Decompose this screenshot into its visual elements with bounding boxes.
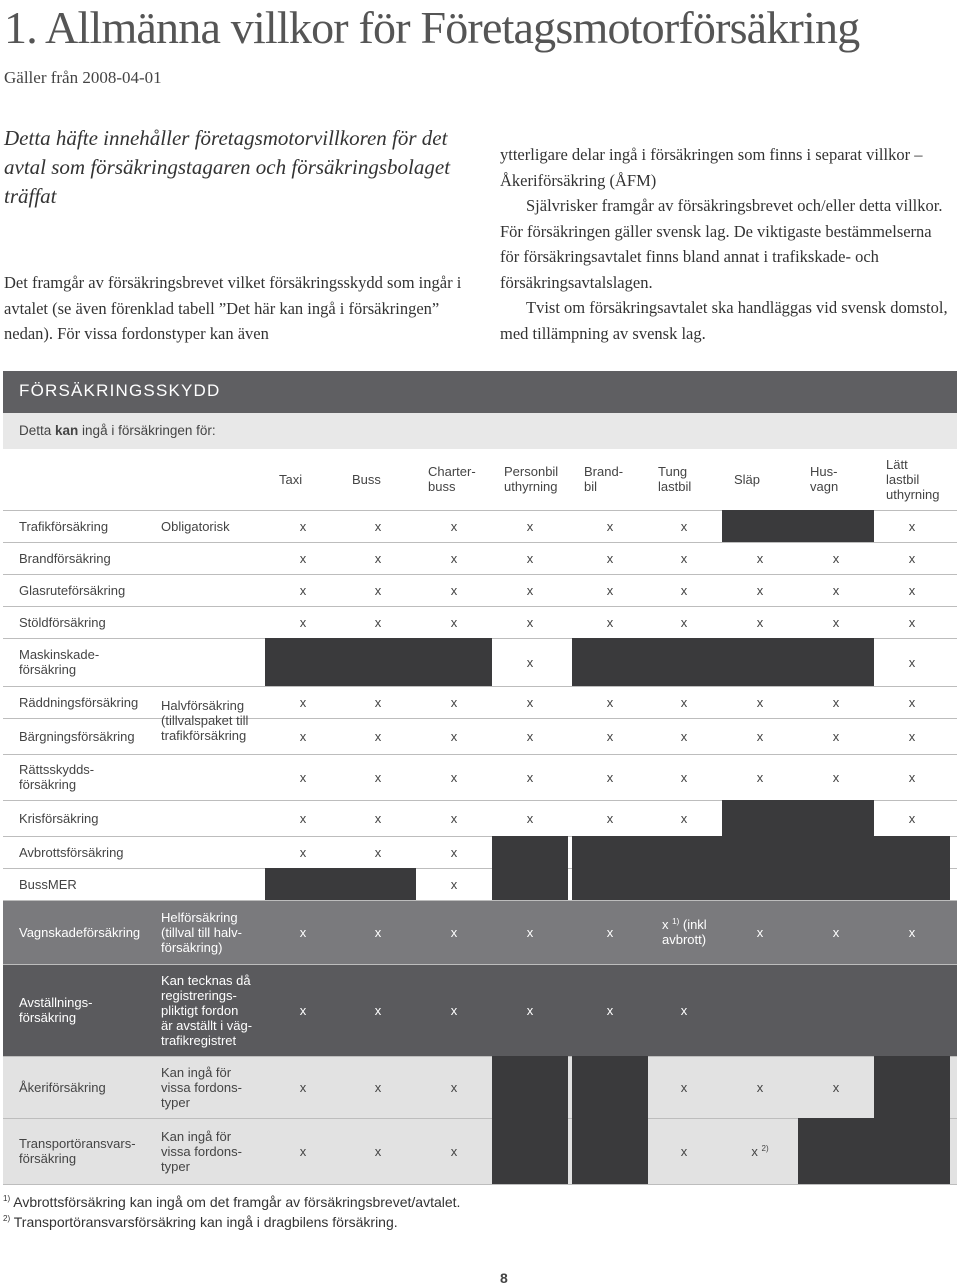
row-note: Halvförsäkring (tillvalspaket till trafikförsäkring [161, 698, 249, 743]
coverage-mark: x [450, 694, 458, 710]
column-header: Tung lastbil [658, 464, 692, 494]
coverage-mark: x [374, 728, 382, 744]
row-label: Avbrottsförsäkring [19, 844, 124, 860]
valid-from: Gäller från 2008-04-01 [4, 68, 162, 87]
coverage-mark: x [374, 1143, 382, 1159]
row-note: Kan ingå för vissa fordons- typer [161, 1128, 242, 1174]
coverage-mark: x [680, 1002, 688, 1018]
unavailable-cell [722, 510, 798, 542]
right-paragraph-1: ytterligare delar ingå i försäkringen som finns i separat villkor – Åkeriförsäkring (ÅFM) [500, 145, 923, 190]
coverage-mark: x [908, 550, 916, 566]
unavailable-cell [798, 800, 874, 836]
unavailable-cell [492, 836, 568, 868]
row-note: Kan tecknas då registrerings- pliktigt fordon är avställt i väg- trafikregistret [161, 972, 253, 1048]
coverage-mark: x [299, 1002, 307, 1018]
coverage-mark: x [832, 728, 840, 744]
row-label: Stöldförsäkring [19, 614, 106, 630]
coverage-mark: x [680, 550, 688, 566]
subheader-text: Detta kan ingå i försäkringen för: [19, 423, 216, 438]
coverage-mark: x [299, 1079, 307, 1095]
coverage-mark: x [526, 924, 534, 940]
coverage-mark: x [606, 810, 614, 826]
coverage-mark: x [756, 728, 764, 744]
row-label: Krisförsäkring [19, 810, 99, 826]
unavailable-cell [722, 638, 798, 686]
unavailable-cell [874, 1056, 950, 1118]
coverage-mark: x [832, 924, 840, 940]
column-header: Buss [352, 471, 381, 487]
unavailable-cell [492, 1118, 568, 1184]
coverage-mark: x [908, 582, 916, 598]
row-label: Transportöransvars- försäkring [19, 1136, 136, 1166]
intro-text: Detta häfte innehåller företagsmotorvillkoren för det avtal som försäkringstagaren och försäkringsbolaget träffat [4, 126, 451, 208]
coverage-mark: x [756, 694, 764, 710]
coverage-mark: x [606, 694, 614, 710]
row-label: Avställnings- försäkring [19, 995, 93, 1025]
row-label: Vagnskadeförsäkring [19, 924, 141, 940]
coverage-mark: x [680, 582, 688, 598]
unavailable-cell [572, 836, 648, 868]
coverage-mark: x [374, 844, 382, 860]
coverage-mark: x [374, 518, 382, 534]
unavailable-cell [340, 868, 416, 900]
coverage-mark: x [450, 1079, 458, 1095]
coverage-mark: x [908, 694, 916, 710]
coverage-mark [874, 964, 950, 1056]
coverage-mark: x [374, 924, 382, 940]
coverage-mark: x [299, 582, 307, 598]
coverage-mark: x [450, 876, 458, 892]
coverage-mark: x [374, 582, 382, 598]
coverage-mark: x [606, 728, 614, 744]
row-note: Obligatorisk [161, 518, 230, 534]
coverage-mark: x [526, 769, 534, 785]
coverage-mark: x [756, 924, 764, 940]
coverage-mark: x [908, 728, 916, 744]
coverage-mark: x [908, 810, 916, 826]
coverage-mark: x [450, 614, 458, 630]
coverage-mark: x [526, 614, 534, 630]
coverage-mark: x [299, 769, 307, 785]
unavailable-cell [416, 638, 492, 686]
footnote-2: $^{2)}$ Transportöransvarsförsäkring kan ingå i dragbilens försäkring. [3, 1214, 398, 1230]
coverage-mark [798, 964, 874, 1056]
coverage-mark: x [908, 518, 916, 534]
coverage-mark: x [450, 810, 458, 826]
coverage-mark: x [374, 550, 382, 566]
unavailable-cell [798, 510, 874, 542]
coverage-mark: x [450, 518, 458, 534]
coverage-mark: x [756, 614, 764, 630]
coverage-mark: x [526, 728, 534, 744]
row-label: Rättsskydds- försäkring [19, 762, 95, 792]
unavailable-cell [798, 868, 874, 900]
coverage-mark: x [832, 769, 840, 785]
unavailable-cell [798, 1118, 874, 1184]
coverage-mark: x [374, 614, 382, 630]
unavailable-cell [265, 868, 341, 900]
unavailable-cell [722, 868, 798, 900]
unavailable-cell [572, 868, 648, 900]
column-header: Personbil uthyrning [504, 464, 559, 494]
coverage-mark: x [606, 769, 614, 785]
coverage-mark: x [908, 614, 916, 630]
coverage-mark: x [299, 550, 307, 566]
coverage-mark: x [908, 769, 916, 785]
coverage-mark: x [526, 694, 534, 710]
right-column [500, 142, 950, 346]
coverage-mark: x [374, 1002, 382, 1018]
coverage-mark: x [299, 810, 307, 826]
column-header: Charter- buss [428, 464, 476, 494]
coverage-mark: x [299, 728, 307, 744]
column-header: Taxi [279, 471, 303, 487]
coverage-mark: x [450, 728, 458, 744]
coverage-mark: x [680, 694, 688, 710]
coverage-mark: x [680, 614, 688, 630]
coverage-mark: x [526, 518, 534, 534]
coverage-mark: x [374, 769, 382, 785]
row-label: BussMER [19, 876, 77, 892]
coverage-mark: x [526, 582, 534, 598]
row-label: Trafikförsäkring [19, 518, 109, 534]
right-paragraph-3: Tvist om försäkringsavtalet ska handläggas vid svensk domstol, med tillämpning av svensk lag. [500, 298, 948, 343]
unavailable-cell [572, 638, 648, 686]
row-note: Kan ingå för vissa fordons- typer [161, 1064, 242, 1110]
unavailable-cell [572, 1056, 648, 1118]
coverage-mark: x [908, 654, 916, 670]
coverage-mark: x [450, 582, 458, 598]
coverage-mark: x [680, 810, 688, 826]
coverage-mark: x [606, 550, 614, 566]
coverage-mark: x [526, 810, 534, 826]
coverage-mark: x $^{2)}$ [751, 1143, 769, 1159]
unavailable-cell [492, 868, 568, 900]
coverage-mark: x [374, 1079, 382, 1095]
coverage-mark: x [606, 518, 614, 534]
coverage-mark: x [526, 654, 534, 670]
unavailable-cell [798, 836, 874, 868]
unavailable-cell [340, 638, 416, 686]
coverage-mark: x [832, 614, 840, 630]
column-header: Lätt lastbil uthyrning [886, 456, 940, 502]
coverage-mark: x [450, 844, 458, 860]
row-label: Glasruteförsäkring [19, 582, 126, 598]
column-header: Släp [734, 471, 761, 487]
coverage-mark: x [606, 1002, 614, 1018]
row-note: Helförsäkring (tillval till halv- försäkring) [161, 909, 242, 955]
coverage-mark: x [680, 1079, 688, 1095]
coverage-mark: x [450, 550, 458, 566]
unavailable-cell [722, 836, 798, 868]
unavailable-cell [492, 1056, 568, 1118]
coverage-mark: x [680, 518, 688, 534]
coverage-mark: x [832, 1079, 840, 1095]
unavailable-cell [646, 868, 722, 900]
page-number: 8 [500, 1270, 508, 1286]
coverage-mark: x [450, 769, 458, 785]
row-label: Maskinskade- försäkring [19, 647, 100, 677]
coverage-mark: x $^{1)}$ (inkl avbrott) [662, 917, 707, 947]
coverage-mark: x [756, 769, 764, 785]
coverage-mark: x [832, 582, 840, 598]
subheader [3, 413, 957, 449]
unavailable-cell [874, 868, 950, 900]
unavailable-cell [798, 638, 874, 686]
coverage-mark: x [299, 614, 307, 630]
coverage-mark: x [299, 924, 307, 940]
page-title: 1. Allmänna villkor för Företagsmotorförsäkring [4, 2, 860, 53]
unavailable-cell [646, 836, 722, 868]
coverage-mark: x [450, 1143, 458, 1159]
coverage-mark: x [680, 1143, 688, 1159]
coverage-mark: x [606, 582, 614, 598]
coverage-mark: x [374, 694, 382, 710]
section-header [3, 371, 957, 413]
coverage-mark: x [756, 582, 764, 598]
row-label: Räddningsförsäkring [19, 694, 139, 710]
footnotes [3, 1192, 460, 1232]
coverage-mark: x [606, 924, 614, 940]
unavailable-cell [722, 800, 798, 836]
coverage-mark: x [526, 1002, 534, 1018]
coverage-mark [722, 964, 798, 1056]
footnote-1: $^{1)}$ Avbrottsförsäkring kan ingå om det framgår av försäkringsbrevet/avtalet. [3, 1194, 461, 1210]
coverage-mark: x [832, 694, 840, 710]
coverage-mark: x [299, 518, 307, 534]
row-label: Åkeriförsäkring [19, 1079, 106, 1095]
unavailable-cell [874, 1118, 950, 1184]
coverage-mark: x [680, 769, 688, 785]
unavailable-cell [572, 1118, 648, 1184]
coverage-mark: x [756, 550, 764, 566]
row-separator [3, 1184, 957, 1185]
unavailable-cell [265, 638, 341, 686]
unavailable-cell [646, 638, 722, 686]
coverage-mark: x [526, 550, 534, 566]
coverage-mark: x [374, 810, 382, 826]
coverage-mark: x [680, 728, 688, 744]
unavailable-cell [874, 836, 950, 868]
coverage-mark: x [299, 1143, 307, 1159]
right-paragraph-2: Självrisker framgår av försäkringsbrevet och/eller detta villkor. För försäkringen gäller svensk lag. De viktigaste bestämmelserna för försäkringsavtalet finns bland annat i trafikskade- och försäkringsavtalslagen. [500, 196, 943, 292]
row-label: Brandförsäkring [19, 550, 111, 566]
column-header: Brand- bil [584, 464, 624, 494]
coverage-mark: x [908, 924, 916, 940]
section-title: FÖRSÄKRINGSSKYDD [19, 381, 221, 400]
column-header: Hus- vagn [810, 464, 839, 494]
coverage-mark: x [299, 844, 307, 860]
coverage-mark: x [756, 1079, 764, 1095]
coverage-mark: x [832, 550, 840, 566]
row-label: Bärgningsförsäkring [19, 728, 135, 744]
coverage-mark: x [606, 614, 614, 630]
coverage-mark: x [450, 924, 458, 940]
left-paragraph: Det framgår av försäkringsbrevet vilket försäkringsskydd som ingår i avtalet (se även förenklad tabell ”Det här kan ingå i försäkringen” nedan). För vissa fordonstyper kan även [4, 273, 462, 343]
coverage-mark: x [299, 694, 307, 710]
coverage-mark: x [450, 1002, 458, 1018]
